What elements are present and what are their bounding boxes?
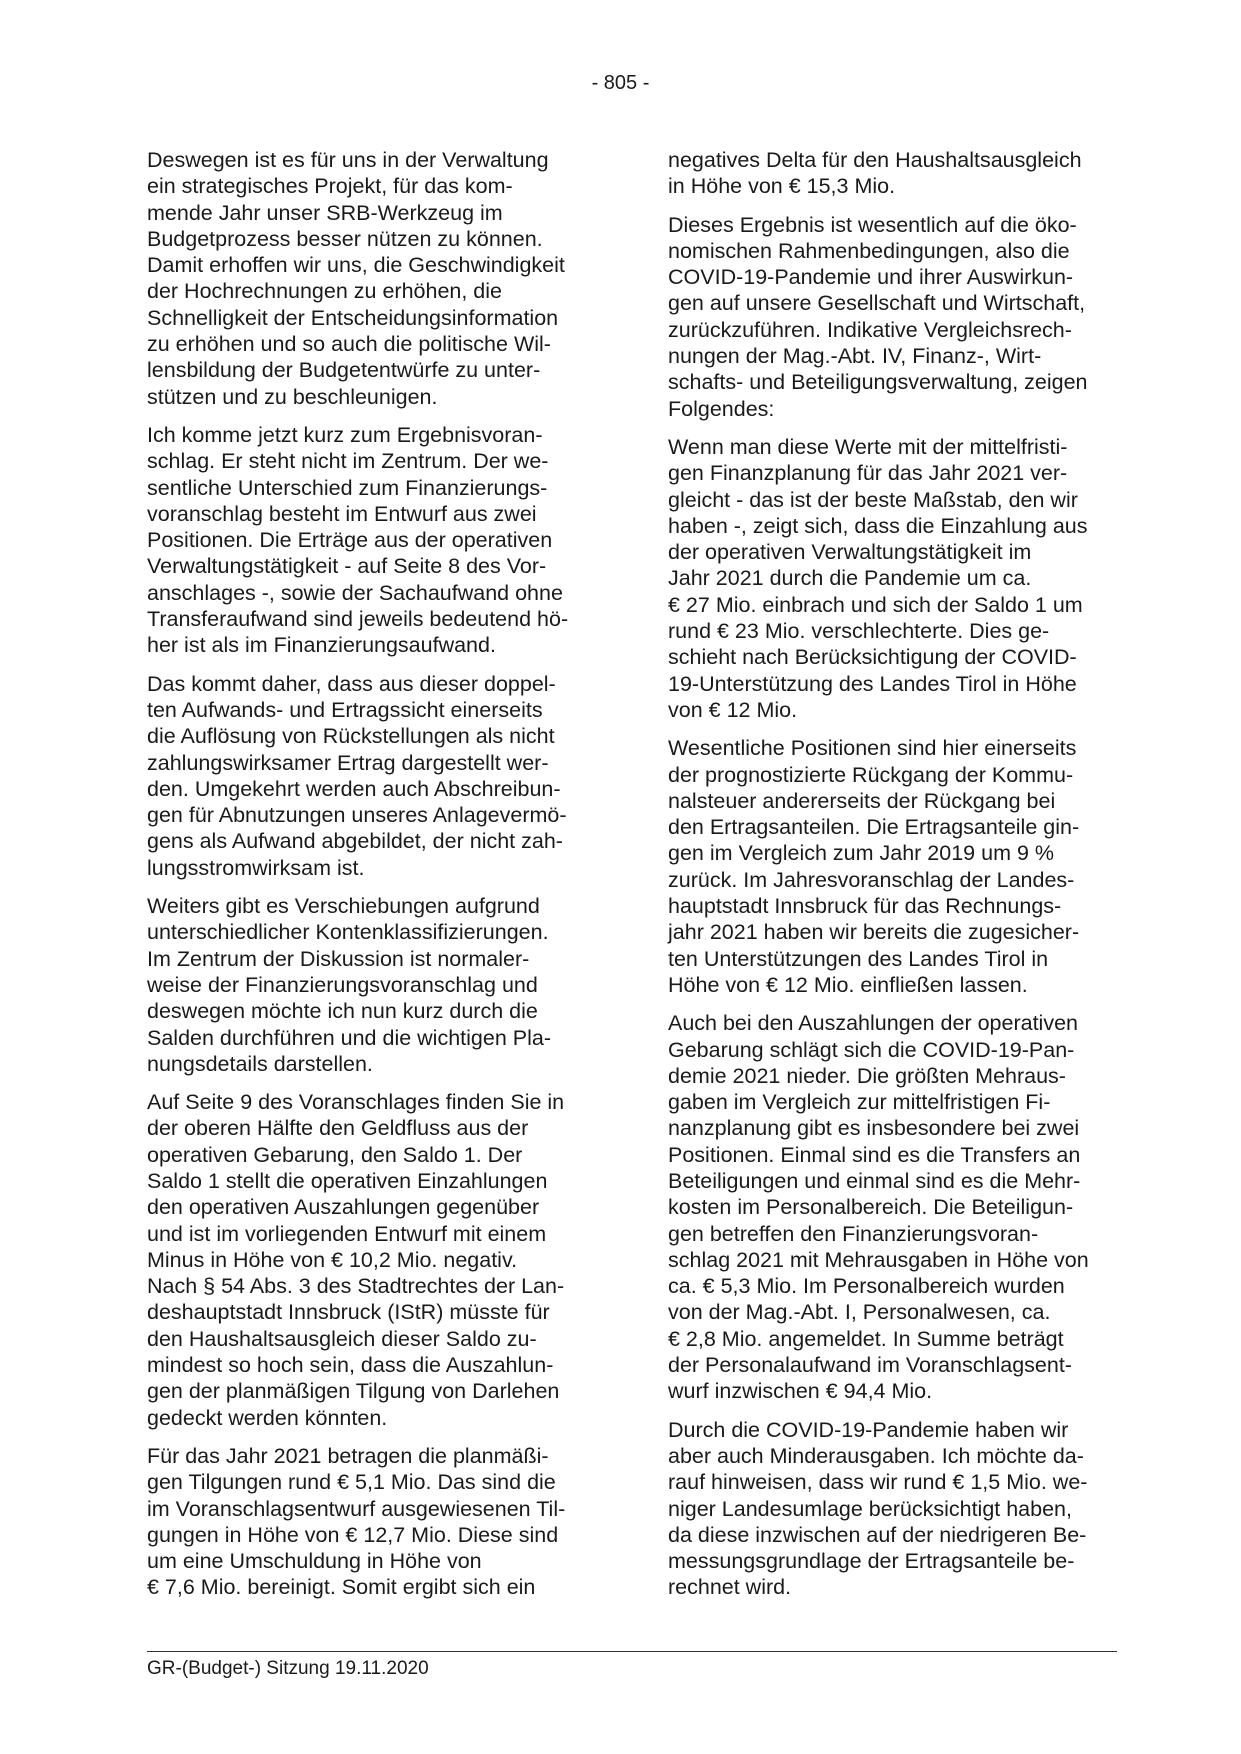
paragraph: Durch die COVID-19-Pandemie haben wir aber auch Minderausgaben. Ich möchte da- rauf hinweisen, dass wir rund € 1,5 Mio. we- niger Landesumlage berücksichtigt haben, da diese inzwischen auf der niedrigeren Be- messungsgrundlage der Ertragsanteile be- rechnet wird. xyxy=(668,1417,1088,1600)
left-column xyxy=(147,147,597,1613)
paragraph: Das kommt daher, dass aus dieser doppel- ten Aufwands- und Ertragssicht einerseits die Auflösung von Rückstellungen als nicht zahlungswirksamer Ertrag dargestellt wer- den. Umgekehrt werden auch Abschreibun- gen für Abnutzungen unseres Anlagevermö- gens als Aufwand abgebildet, der nicht zah- lungsstromwirksam ist. xyxy=(147,671,567,880)
footer-divider xyxy=(147,1651,1117,1652)
paragraph: Deswegen ist es für uns in der Verwaltung ein strategisches Projekt, für das kom- mende Jahr unser SRB-Werkzeug im Budgetprozess besser nützen zu können. Damit erhoffen wir uns, die Geschwindigkeit der Hochrechnungen zu erhöhen, die Schnelligkeit der Entscheidungsinformation zu erhöhen und so auch die politische Wil- lensbildung der Budgetentwürfe zu unter- stützen und zu beschleunigen. xyxy=(147,148,565,409)
paragraph: Ich komme jetzt kurz zum Ergebnisvoran- schlag. Er steht nicht im Zentrum. Der we- sentliche Unterschied zum Finanzierungs- voranschlag besteht im Entwurf aus zwei Positionen. Die Erträge aus der operativen Verwaltungstätigkeit - auf Seite 8 des Vor- anschlages -, sowie der Sachaufwand ohne Transferaufwand sind jeweils bedeutend hö- her ist als im Finanzierungsaufwand. xyxy=(147,422,569,658)
paragraph: Auf Seite 9 des Voranschlages finden Sie in der oberen Hälfte den Geldfluss aus der operativen Gebarung, den Saldo 1. Der Saldo 1 stellt die operativen Einzahlungen den operativen Auszahlungen gegenüber und ist im vorliegenden Entwurf mit einem Minus in Höhe von € 10,2 Mio. negativ. Nach § 54 Abs. 3 des Stadtrechtes der Lan- deshauptstadt Innsbruck (IStR) müsste für den Haushaltsausgleich dieser Saldo zu- mindest so hoch sein, dass die Auszahlun- gen der planmäßigen Tilgung von Darlehen gedeckt werden könnten. xyxy=(147,1090,565,1430)
right-column xyxy=(668,147,1118,1613)
paragraph: Weiters gibt es Verschiebungen aufgrund unterschiedlicher Kontenklassifizierungen. Im Zentrum der Diskussion ist normaler- weise der Finanzierungsvoranschlag und deswegen möchte ich nun kurz durch die Salden durchführen und die wichtigen Pla- nungsdetails darstellen. xyxy=(147,894,551,1076)
paragraph: Auch bei den Auszahlungen der operativen Gebarung schlägt sich die COVID-19-Pan- demie 2021 nieder. Die größten Mehraus- gaben im Vergleich zur mittelfristigen Fi- nanzplanung gibt es insbesondere bei zwei Positionen. Einmal sind es die Transfers an Beteiligungen und einmal sind es die Mehr- kosten im Personalbereich. Die Beteiligun- gen betreffen den Finanzierungsvoran- schlag 2021 mit Mehrausgaben in Höhe von ca. € 5,3 Mio. Im Personalbereich wurden von der Mag.-Abt. I, Personalwesen, ca. € 2,8 Mio. angemeldet. In Summe beträgt der Personalaufwand im Voranschlagsent- wurf inzwischen € 94,4 Mio. xyxy=(668,1011,1089,1404)
paragraph: Wesentliche Positionen sind hier einerseits der prognostizierte Rückgang der Kommu- nalsteuer andererseits der Rückgang bei den Ertragsanteilen. Die Ertragsanteile gin- gen im Vergleich zum Jahr 2019 um 9 % zurück. Im Jahresvoranschlag der Landes- hauptstadt Innsbruck für das Rechnungs- jahr 2021 haben wir bereits die zugesicher- ten Unterstützungen des Landes Tirol in Höhe von € 12 Mio. einfließen lassen. xyxy=(668,736,1080,997)
paragraph: Für das Jahr 2021 betragen die planmäßi- gen Tilgungen rund € 5,1 Mio. Das sind die im Voranschlagsentwurf ausgewiesenen Til- gungen in Höhe von € 12,7 Mio. Diese sind um eine Umschuldung in Höhe von € 7,6 Mio. bereinigt. Somit ergibt sich ein xyxy=(147,1443,566,1600)
paragraph: negatives Delta für den Haushaltsausgleich in Höhe von € 15,3 Mio. xyxy=(668,148,1082,199)
page-number: - 805 - xyxy=(591,72,650,94)
paragraph: Wenn man diese Werte mit der mittelfristi- gen Finanzplanung für das Jahr 2021 ver- gleicht - das ist der beste Maßstab, den wir haben -, zeigt sich, dass die Einzahlung aus der operativen Verwaltungstätigkeit im Jahr 2021 durch die Pandemie um ca. € 27 Mio. einbrach und sich der Saldo 1 um rund € 23 Mio. verschlechterte. Dies ge- schieht nach Berücksichtigung der COVID- 19-Unterstützung des Landes Tirol in Höhe von € 12 Mio. xyxy=(668,434,1088,722)
footer-session-label: GR-(Budget-) Sitzung 19.11.2020 xyxy=(147,1658,429,1679)
paragraph: Dieses Ergebnis ist wesentlich auf die öko- nomischen Rahmenbedingungen, also die COVID-19-Pandemie und ihrer Auswirkun- gen auf unsere Gesellschaft und Wirtschaft, zurückzuführen. Indikative Vergleichsrech- nungen der Mag.-Abt. IV, Finanz-, Wirt- schafts- und Beteiligungsverwaltung, zeigen Folgendes: xyxy=(668,212,1088,421)
